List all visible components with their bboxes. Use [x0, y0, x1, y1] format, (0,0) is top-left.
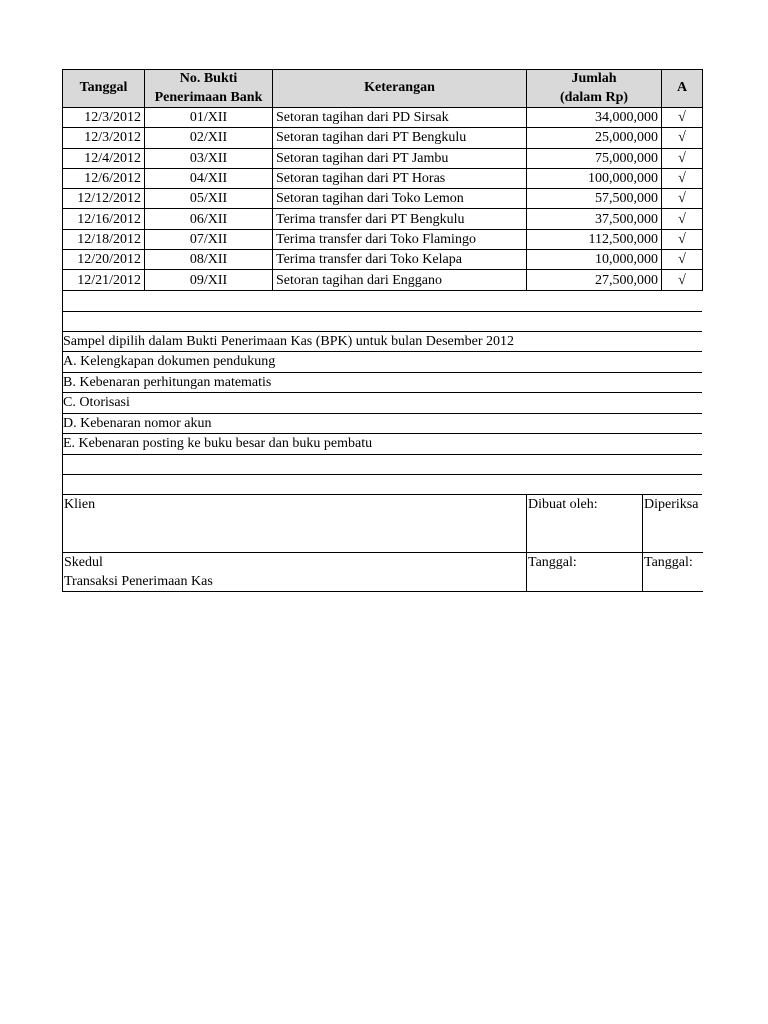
cell-amount: 27,500,000 [527, 270, 662, 290]
cell-date: 12/3/2012 [63, 128, 145, 148]
header-amount-line1: Jumlah [571, 71, 617, 86]
table-header-row [63, 70, 703, 108]
cell-amount: 75,000,000 [527, 148, 662, 168]
table-row [63, 270, 703, 290]
signoff-block [62, 495, 702, 592]
cell-check-mark: √ [662, 168, 703, 188]
cell-description: Terima transfer dari Toko Kelapa [273, 250, 527, 270]
cell-check-mark: √ [662, 229, 703, 249]
cell-date: 12/20/2012 [63, 250, 145, 270]
cell-receipt-no: 08/XII [145, 250, 273, 270]
note-item: D. Kebenaran nomor akun [62, 414, 702, 435]
table-body [63, 108, 703, 291]
receipts-table [62, 69, 703, 291]
cell-date: 12/4/2012 [63, 148, 145, 168]
cell-description: Setoran tagihan dari Enggano [273, 270, 527, 290]
cell-date: 12/16/2012 [63, 209, 145, 229]
note-item: E. Kebenaran posting ke buku besar dan buku pembatu [62, 434, 702, 455]
client-cell [63, 495, 527, 553]
date-cell-1 [527, 553, 643, 592]
cell-check-mark: √ [662, 189, 703, 209]
cell-receipt-no: 02/XII [145, 128, 273, 148]
cell-amount: 112,500,000 [527, 229, 662, 249]
table-row [63, 189, 703, 209]
note-item: A. Kelengkapan dokumen pendukung [62, 352, 702, 373]
cell-check-mark: √ [662, 128, 703, 148]
schedule-name: Transaksi Penerimaan Kas [64, 573, 213, 589]
header-amount [527, 70, 662, 108]
cell-date: 12/6/2012 [63, 168, 145, 188]
cell-check-mark: √ [662, 270, 703, 290]
checked-by-label: Diperiksa [644, 496, 699, 512]
cell-receipt-no: 03/XII [145, 148, 273, 168]
table-row [63, 108, 703, 128]
cell-amount: 57,500,000 [527, 189, 662, 209]
table-row [63, 168, 703, 188]
client-label: Klien [64, 496, 96, 512]
table-row [63, 148, 703, 168]
cell-receipt-no: 06/XII [145, 209, 273, 229]
cell-amount: 100,000,000 [527, 168, 662, 188]
header-amount-line2: (dalam Rp) [559, 89, 629, 105]
cell-receipt-no: 07/XII [145, 229, 273, 249]
blank-row [62, 455, 702, 475]
table-row [63, 250, 703, 270]
table-row [63, 209, 703, 229]
cell-receipt-no: 04/XII [145, 168, 273, 188]
cell-description: Terima transfer dari PT Bengkulu [273, 209, 527, 229]
cell-receipt-no: 01/XII [145, 108, 273, 128]
note-item: C. Otorisasi [62, 393, 702, 414]
header-description: Keterangan [273, 70, 527, 108]
cell-description: Terima transfer dari Toko Flamingo [273, 229, 527, 249]
header-receipt-no-line1: No. Bukti [179, 71, 238, 86]
schedule-cell [63, 553, 527, 592]
header-date: Tanggal [63, 70, 145, 108]
cell-amount: 34,000,000 [527, 108, 662, 128]
checked-by-cell [643, 495, 703, 553]
header-receipt-no-line2: Penerimaan Bank [154, 89, 263, 105]
notes-section [62, 332, 702, 455]
notes-intro: Sampel dipilih dalam Bukti Penerimaan Kas (BPK) untuk bulan Desember 2012 [62, 332, 702, 353]
blank-row [62, 312, 702, 332]
cell-description: Setoran tagihan dari PT Bengkulu [273, 128, 527, 148]
blank-row [62, 475, 702, 495]
date-label: Tanggal: [528, 554, 577, 570]
cell-amount: 10,000,000 [527, 250, 662, 270]
cell-amount: 37,500,000 [527, 209, 662, 229]
cell-description: Setoran tagihan dari PT Jambu [273, 148, 527, 168]
blank-row [62, 291, 702, 312]
note-item: B. Kebenaran perhitungan matematis [62, 373, 702, 394]
cell-description: Setoran tagihan dari PD Sirsak [273, 108, 527, 128]
schedule-label: Skedul [64, 554, 103, 570]
table-row [63, 229, 703, 249]
table-row [63, 128, 703, 148]
cell-check-mark: √ [662, 108, 703, 128]
cell-check-mark: √ [662, 209, 703, 229]
cell-date: 12/18/2012 [63, 229, 145, 249]
header-check: A [662, 70, 703, 108]
cell-receipt-no: 05/XII [145, 189, 273, 209]
cell-date: 12/12/2012 [63, 189, 145, 209]
cell-description: Setoran tagihan dari Toko Lemon [273, 189, 527, 209]
cell-receipt-no: 09/XII [145, 270, 273, 290]
cell-check-mark: √ [662, 250, 703, 270]
worksheet [62, 69, 702, 592]
header-receipt-no [145, 70, 273, 108]
cell-check-mark: √ [662, 148, 703, 168]
cell-date: 12/3/2012 [63, 108, 145, 128]
cell-amount: 25,000,000 [527, 128, 662, 148]
date-label: Tanggal: [644, 554, 693, 570]
made-by-label: Dibuat oleh: [528, 496, 598, 512]
made-by-cell [527, 495, 643, 553]
cell-date: 12/21/2012 [63, 270, 145, 290]
cell-description: Setoran tagihan dari PT Horas [273, 168, 527, 188]
date-cell-2 [643, 553, 703, 592]
